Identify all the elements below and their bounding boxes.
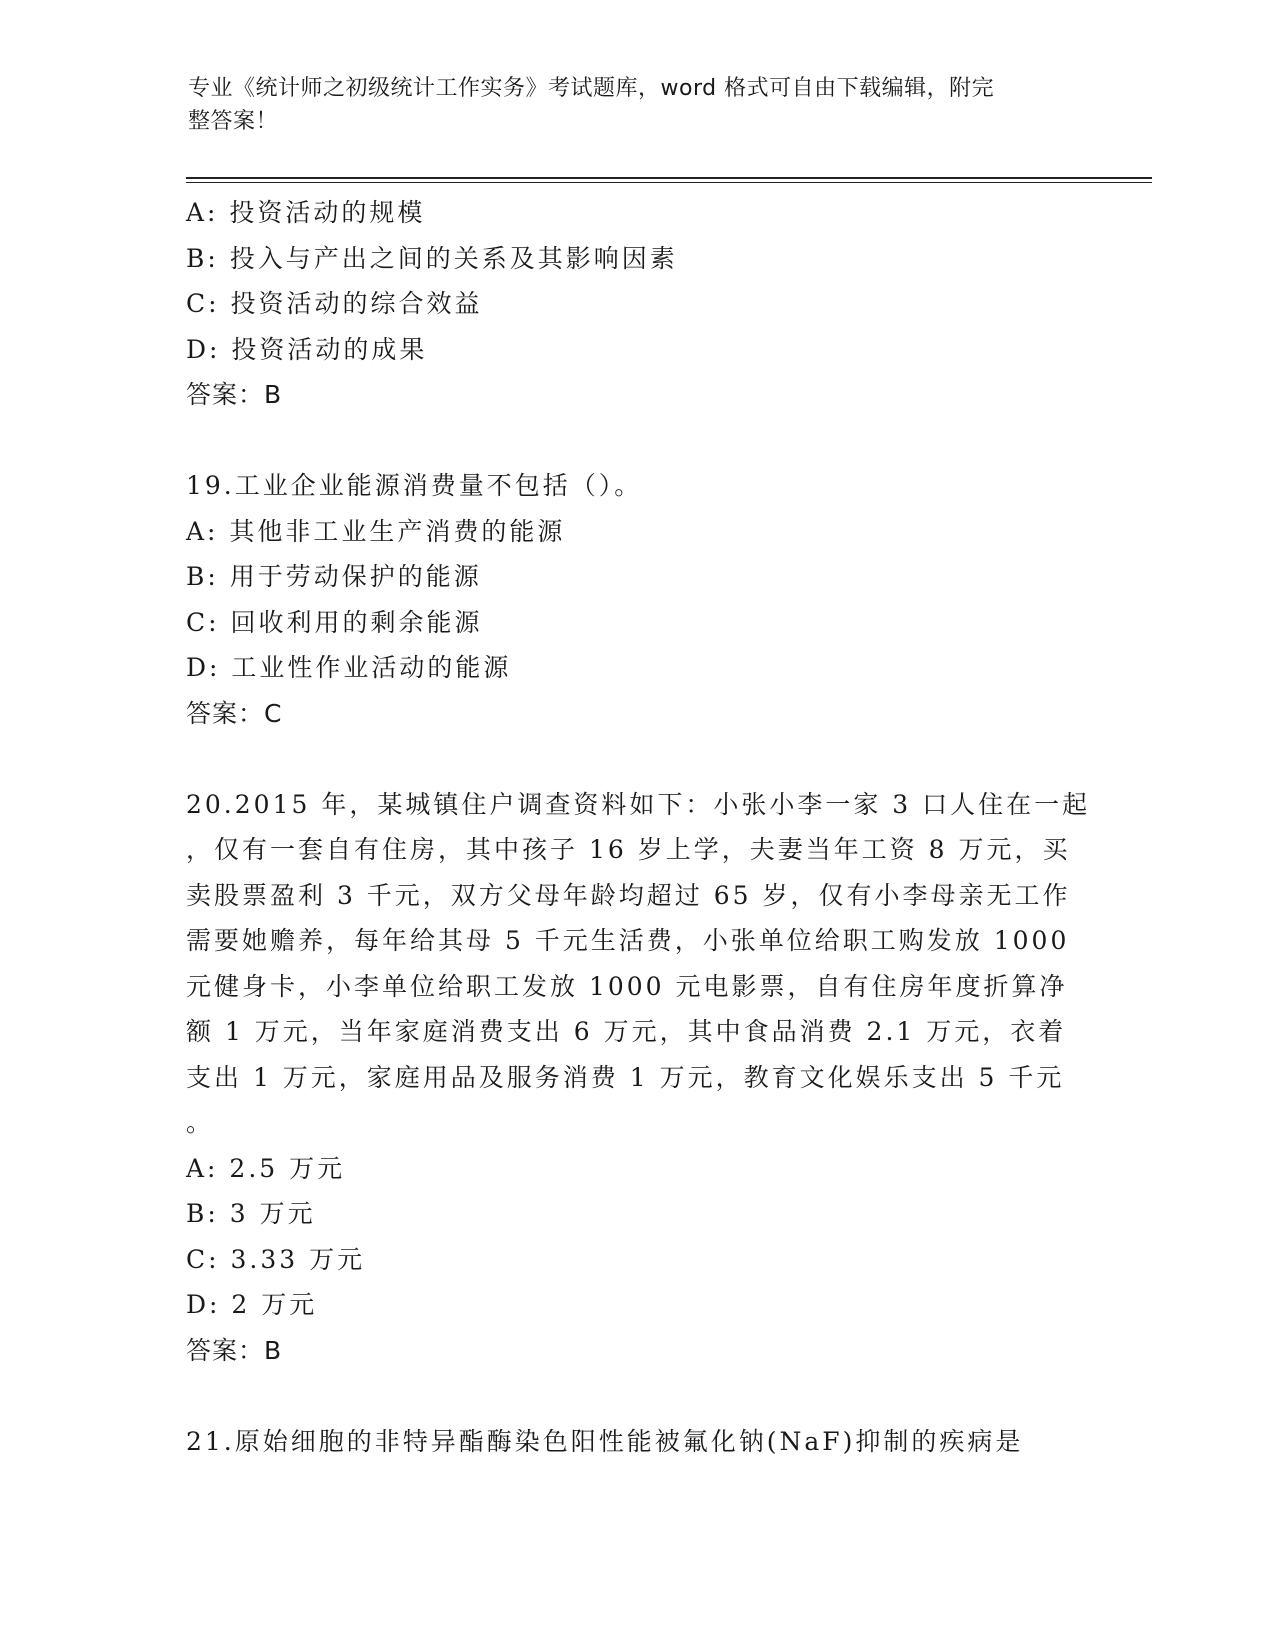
option-d: D: 投资活动的成果	[186, 334, 428, 364]
question-text-line-7: 支出 1 万元，家庭用品及服务消费 1 万元，教育文化娱乐支出 5 千元	[186, 1062, 1065, 1092]
question-text-line-5: 元健身卡，小李单位给职工发放 1000 元电影票，自有住房年度折算净	[186, 971, 1068, 1001]
question-text-line-2: ，仅有一套自有住房，其中孩子 16 岁上学，夫妻当年工资 8 万元，买	[186, 835, 1071, 864]
question-text-line-3: 卖股票盈利 3 千元，双方父母年龄均超过 65 岁，仅有小李母亲无工作	[186, 880, 1071, 910]
option-b: B: 投入与产出之间的关系及其影响因素	[186, 243, 678, 273]
option-a: A: 其他非工业生产消费的能源	[186, 516, 566, 546]
spacer	[186, 418, 1086, 464]
answer-line: 答案：B	[186, 1335, 283, 1365]
spacer	[186, 736, 1086, 782]
question-20-block	[186, 782, 1091, 1374]
question-content	[186, 190, 1091, 1464]
header-line-1: 专业《统计师之初级统计工作实务》考试题库，word 格式可自由下载编辑，附完	[188, 76, 995, 101]
spacer	[186, 1373, 1086, 1419]
question-text-line-6: 额 1 万元，当年家庭消费支出 6 万元，其中食品消费 2.1 万元，衣着	[186, 1017, 1067, 1046]
option-d: D: 工业性作业活动的能源	[186, 653, 512, 682]
question-18-block	[186, 190, 1086, 418]
option-a: A: 2.5 万元	[186, 1153, 346, 1183]
answer-line: 答案：B	[186, 380, 283, 409]
answer-line: 答案：C	[186, 698, 283, 728]
document-header	[188, 72, 1068, 138]
option-c: C: 3.33 万元	[186, 1244, 366, 1274]
question-text-line-1: 20.2015 年，某城镇住户调查资料如下：小张小李一家 3 口人住在一起	[186, 789, 1091, 819]
option-d: D: 2 万元	[186, 1290, 318, 1319]
option-c: C: 回收利用的剩余能源	[186, 607, 483, 637]
option-b: B: 3 万元	[186, 1199, 316, 1228]
question-21-block	[186, 1419, 1086, 1465]
question-text: 19.工业企业能源消费量不包括（）。	[186, 471, 643, 500]
option-a: A: 投资活动的规模	[186, 198, 426, 227]
question-text-line-4: 需要她赡养，每年给其母 5 千元生活费，小张单位给职工购发放 1000	[186, 926, 1070, 955]
question-text: 21.原始细胞的非特异酯酶染色阳性能被氟化钠(NaF)抑制的疾病是	[186, 1426, 1024, 1456]
question-text-line-8: 。	[186, 1108, 215, 1137]
header-line-2: 整答案！	[188, 109, 279, 134]
question-19-block	[186, 463, 1086, 736]
option-b: B: 用于劳动保护的能源	[186, 562, 482, 591]
header-divider	[186, 177, 1152, 183]
option-c: C: 投资活动的综合效益	[186, 289, 483, 318]
